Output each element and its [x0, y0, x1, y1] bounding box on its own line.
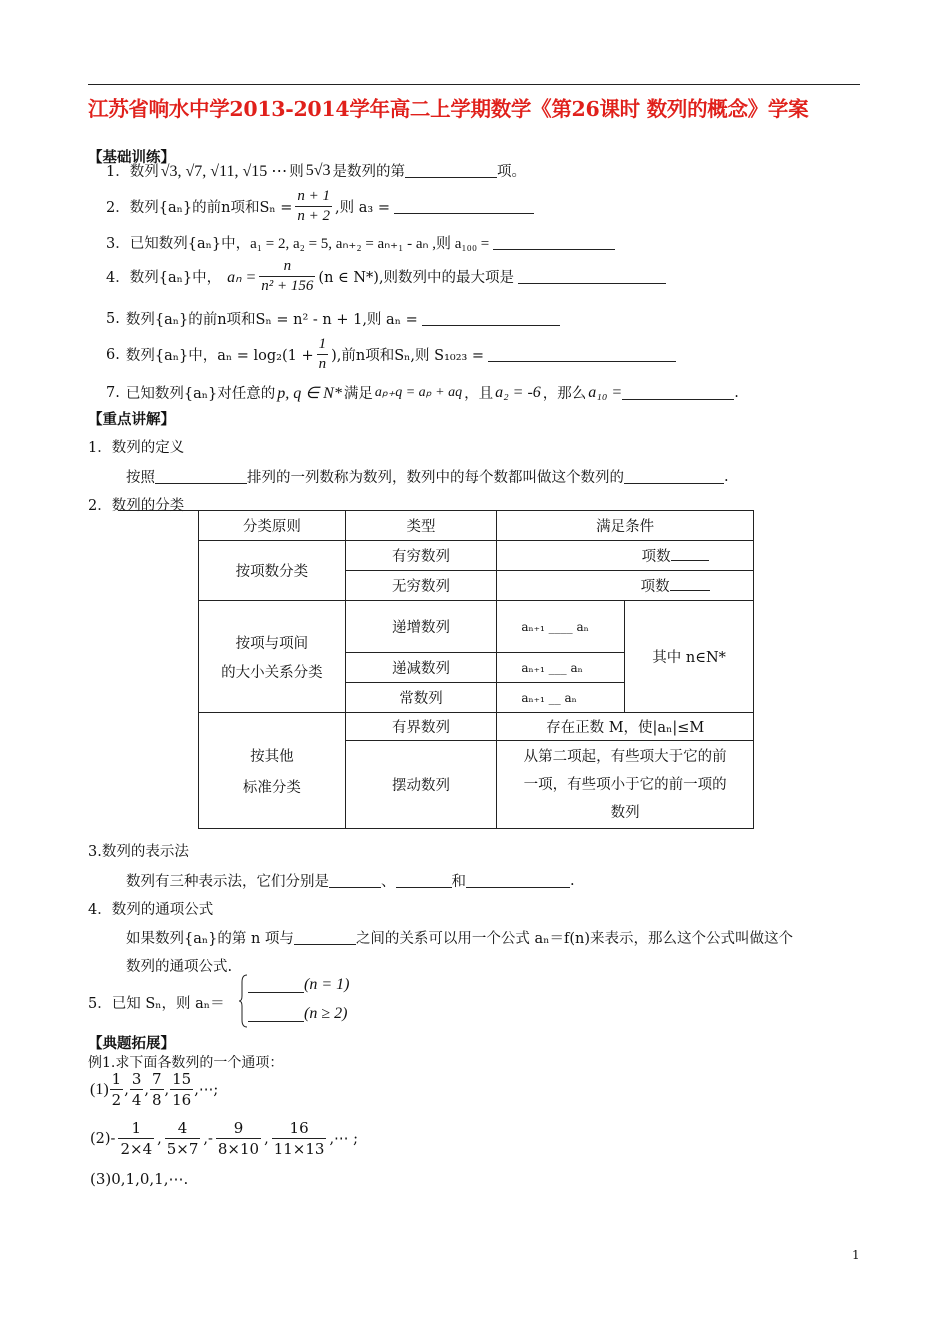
group-by-size	[199, 601, 346, 713]
q6-number: 6.	[106, 346, 120, 363]
p1-frac-4-num: 15	[172, 1070, 192, 1088]
cond-oscillating-line1: 从第二项起，有些项大于它的前	[523, 748, 727, 765]
q5-text: 数列{aₙ}的前n项和Sₙ = n² - n + 1,则 aₙ =	[125, 312, 418, 328]
q2-fraction	[295, 188, 332, 225]
question-4	[106, 258, 666, 295]
question-1	[106, 160, 526, 181]
type-constant: 常数列	[345, 683, 497, 713]
page-number: 1	[852, 1248, 860, 1262]
q7-domain: p, q ∈ N*	[277, 384, 342, 402]
cond-decreasing: aₙ₊₁ ___ aₙ	[497, 653, 625, 683]
p2-sign-1: -	[110, 1130, 116, 1147]
k4-text: 如果数列{aₙ}的第 n 项与	[126, 931, 294, 947]
q1-number: 1．	[106, 164, 130, 180]
p2-sign-3: ,-	[203, 1130, 213, 1147]
k1-blank-2[interactable]	[624, 469, 724, 484]
classification-table	[198, 510, 754, 829]
q7-a2: a₂ = -6	[495, 383, 541, 401]
key-4-heading: 4．数列的通项公式	[88, 902, 214, 918]
key-3-heading: 3.数列的表示法	[88, 844, 189, 860]
k1-text-2: 排列的一列数称为数列，数列中的每个数都叫做这个数列的	[247, 470, 624, 486]
q1-text-2: 则	[289, 164, 304, 180]
type-finite: 有穷数列	[345, 541, 497, 571]
k3-blank-2[interactable]	[396, 873, 452, 888]
part-1-label: (1)	[90, 1080, 109, 1098]
p1-frac-3-den: 8	[151, 1091, 162, 1109]
q2-text: 数列{aₙ}的前n项和Sₙ =	[129, 200, 293, 216]
group-by-size-line2: 的大小关系分类	[221, 664, 323, 681]
key-1-definition	[126, 466, 729, 487]
p1-frac-4	[170, 1070, 193, 1109]
q5-number: 5.	[106, 310, 120, 327]
example-1-part-3: (3)0,1,0,1,⋯.	[90, 1170, 189, 1188]
type-bounded: 有界数列	[345, 713, 497, 741]
k3-period: .	[570, 872, 575, 889]
group-by-count: 按项数分类	[199, 541, 346, 601]
q4-answer-blank[interactable]	[518, 269, 666, 284]
cond-finite-blank[interactable]	[671, 546, 709, 561]
question-2	[106, 188, 534, 225]
group-other-line2: 标准分类	[242, 779, 301, 796]
k4-blank[interactable]	[294, 930, 356, 945]
p1-frac-2	[130, 1070, 144, 1109]
group-other	[199, 713, 346, 829]
cond-increasing: aₙ₊₁ ____ aₙ	[497, 601, 625, 653]
p2-sign-4: ,	[264, 1130, 269, 1147]
domain-note: 其中 n∈N*	[625, 601, 754, 713]
q4-an: aₙ =	[227, 268, 257, 286]
q4-number: 4．	[106, 270, 130, 286]
question-6	[106, 336, 676, 373]
q6-answer-blank[interactable]	[488, 347, 676, 362]
k3-blank-1[interactable]	[329, 873, 381, 888]
q3-text: 已知数列{aₙ}中，	[129, 236, 251, 252]
q4-numerator: n	[283, 258, 292, 274]
p2-sign-2: ,	[157, 1130, 162, 1147]
case-n-geq-2	[248, 1005, 347, 1023]
p1-frac-1-num: 1	[111, 1070, 122, 1088]
q4-denominator: n² + 156	[261, 278, 314, 294]
p2-frac-1-num: 1	[131, 1119, 142, 1137]
key-3-text	[126, 870, 575, 891]
q2-number: 2．	[106, 200, 130, 216]
header-condition: 满足条件	[497, 511, 754, 541]
document-title: 江苏省响水中学2013-2014学年高二上学期数学《第26课时 数列的概念》学案	[88, 97, 809, 121]
k1-period: .	[724, 468, 729, 485]
q7-number: 7.	[106, 384, 120, 401]
case-1-blank[interactable]	[248, 978, 304, 993]
p1-frac-2-num: 3	[131, 1070, 142, 1088]
q4-fraction	[259, 258, 315, 295]
p2-frac-3-den: 8×10	[217, 1140, 260, 1158]
question-5	[106, 308, 560, 329]
q1-text-3: 是数列的第	[332, 164, 406, 180]
q4-text: 数列{aₙ}中，	[129, 270, 222, 286]
q7-text-2: 满足	[343, 386, 373, 402]
p2-frac-4	[272, 1119, 327, 1158]
q6-denominator: n	[318, 356, 327, 372]
p2-frac-3-num: 9	[233, 1119, 244, 1137]
type-increasing: 递增数列	[345, 601, 497, 653]
p2-frac-3	[216, 1119, 261, 1158]
case-n-equals-1	[248, 976, 349, 994]
q7-text-4: ，那么	[542, 386, 587, 402]
p1-frac-1	[110, 1070, 124, 1109]
cond-finite	[497, 541, 754, 571]
p2-frac-4-num: 16	[289, 1119, 309, 1137]
q1-sequence: √3, √7, √11, √15 ⋯	[160, 162, 288, 180]
k1-blank-1[interactable]	[155, 469, 247, 484]
key-4-text-3: 数列的通项公式.	[126, 959, 233, 975]
q7-answer-blank[interactable]	[622, 385, 734, 400]
p2-frac-2-num: 4	[177, 1119, 188, 1137]
key-5-text: 5．已知 Sₙ，则 aₙ＝	[88, 996, 225, 1012]
p2-frac-1-den: 2×4	[120, 1140, 153, 1158]
example-1-part-1: (1) $\frac{1}{2}$ , $\frac{3}{4}$ , $\frac{7}{8}$ , $\frac{15}{16}$ ,⋯;	[90, 1070, 219, 1109]
key-1-heading: 1．数列的定义	[88, 440, 185, 456]
cond-infinite-text: 项数	[640, 579, 670, 595]
k3-text: 数列有三种表示法，它们分别是	[126, 874, 329, 890]
question-3	[106, 232, 615, 253]
section-extension: 【典题拓展】	[88, 1036, 175, 1052]
type-oscillating: 摆动数列	[345, 741, 497, 829]
example-1-part-2	[90, 1119, 358, 1158]
cond-constant: aₙ₊₁ __ aₙ	[497, 683, 625, 713]
cond-finite-text: 项数	[641, 549, 671, 565]
q6-fraction	[317, 336, 329, 373]
cond-oscillating	[497, 741, 754, 829]
p1-frac-1-den: 2	[111, 1091, 122, 1109]
q1-answer-blank[interactable]	[405, 163, 497, 178]
case-1-condition: (n = 1)	[304, 976, 350, 993]
header-type: 类型	[345, 511, 497, 541]
p2-frac-4-den: 11×13	[273, 1140, 325, 1158]
q1-value: 5√3	[305, 161, 331, 179]
example-1-heading: 例1.求下面各数列的一个通项：	[88, 1055, 284, 1071]
q2-text-2: ,则 a₃ =	[335, 200, 390, 216]
case-2-condition: (n ≥ 2)	[304, 1005, 348, 1022]
q1-text: 数列	[129, 164, 159, 180]
p2-frac-2-den: 5×7	[166, 1140, 199, 1158]
p1-ellipsis: ,⋯;	[194, 1081, 219, 1098]
k3-blank-3[interactable]	[466, 873, 570, 888]
p1-frac-4-den: 16	[172, 1091, 192, 1109]
cond-bounded: 存在正数 M，使|aₙ|≤M	[497, 713, 754, 741]
q1-text-4: 项。	[497, 164, 527, 180]
q2-denominator: n + 2	[297, 208, 331, 224]
p2-frac-2	[165, 1119, 201, 1158]
p1-frac-2-den: 4	[131, 1091, 142, 1109]
q6-text: 数列{aₙ}中，aₙ = log₂(1 +	[125, 348, 314, 364]
p2-frac-1	[118, 1119, 154, 1158]
p1-frac-3-num: 7	[151, 1070, 162, 1088]
key-2-heading: 2．数列的分类	[88, 498, 185, 514]
k1-text: 按照	[126, 470, 155, 486]
part-2-label: (2)	[90, 1130, 111, 1147]
group-other-line1: 按其他	[250, 748, 294, 765]
type-decreasing: 递减数列	[345, 653, 497, 683]
q2-numerator: n + 1	[297, 188, 331, 204]
cond-oscillating-line3: 数列	[610, 804, 640, 821]
q4-text-2: (n ∈ N*),则数列中的最大项是	[318, 270, 515, 286]
cond-oscillating-line2: 一项，有些项小于它的前一项的	[523, 776, 727, 793]
piecewise-brace	[238, 974, 248, 1028]
k2-underline	[118, 510, 198, 511]
q2-answer-blank[interactable]	[394, 199, 534, 214]
type-infinite: 无穷数列	[345, 571, 497, 601]
cond-infinite	[497, 571, 754, 601]
section-key-points: 【重点讲解】	[88, 412, 175, 428]
section-basic-training: 【基础训练】	[88, 150, 175, 166]
group-by-size-line1: 按项与项间	[235, 635, 309, 652]
q7-condition: aₚ₊q = aₚ + aq	[374, 385, 463, 400]
q7-text-3: ，且	[464, 386, 494, 402]
cond-infinite-blank[interactable]	[670, 576, 710, 591]
top-rule	[88, 84, 860, 85]
q7-period: .	[734, 384, 739, 401]
q7-text: 已知数列{aₙ}对任意的	[125, 386, 276, 402]
k3-and: 和	[451, 874, 466, 890]
p1-frac-3	[150, 1070, 164, 1109]
q3-number: 3．	[106, 236, 130, 252]
q5-answer-blank[interactable]	[422, 311, 560, 326]
q6-text-2: ),前n项和Sₙ,则 S₁₀₂₃ =	[331, 348, 485, 364]
k4-text-2: 之间的关系可以用一个公式 aₙ＝f(n)来表示，那么这个公式叫做这个	[355, 931, 793, 947]
p2-ellipsis: ,⋯ ;	[329, 1130, 359, 1147]
key-4-text	[126, 927, 793, 948]
header-principle: 分类原则	[199, 511, 346, 541]
q7-a10: a₁₀ =	[588, 383, 623, 401]
k3-sep: 、	[381, 874, 396, 890]
q3-answer-blank[interactable]	[493, 235, 615, 250]
question-7	[106, 382, 739, 403]
q3-formula: a₁ = 2, a₂ = 5, aₙ₊₂ = aₙ₊₁ - aₙ ,则 a₁₀₀ =	[250, 236, 490, 252]
q6-numerator: 1	[318, 336, 327, 352]
case-2-blank[interactable]	[248, 1007, 304, 1022]
